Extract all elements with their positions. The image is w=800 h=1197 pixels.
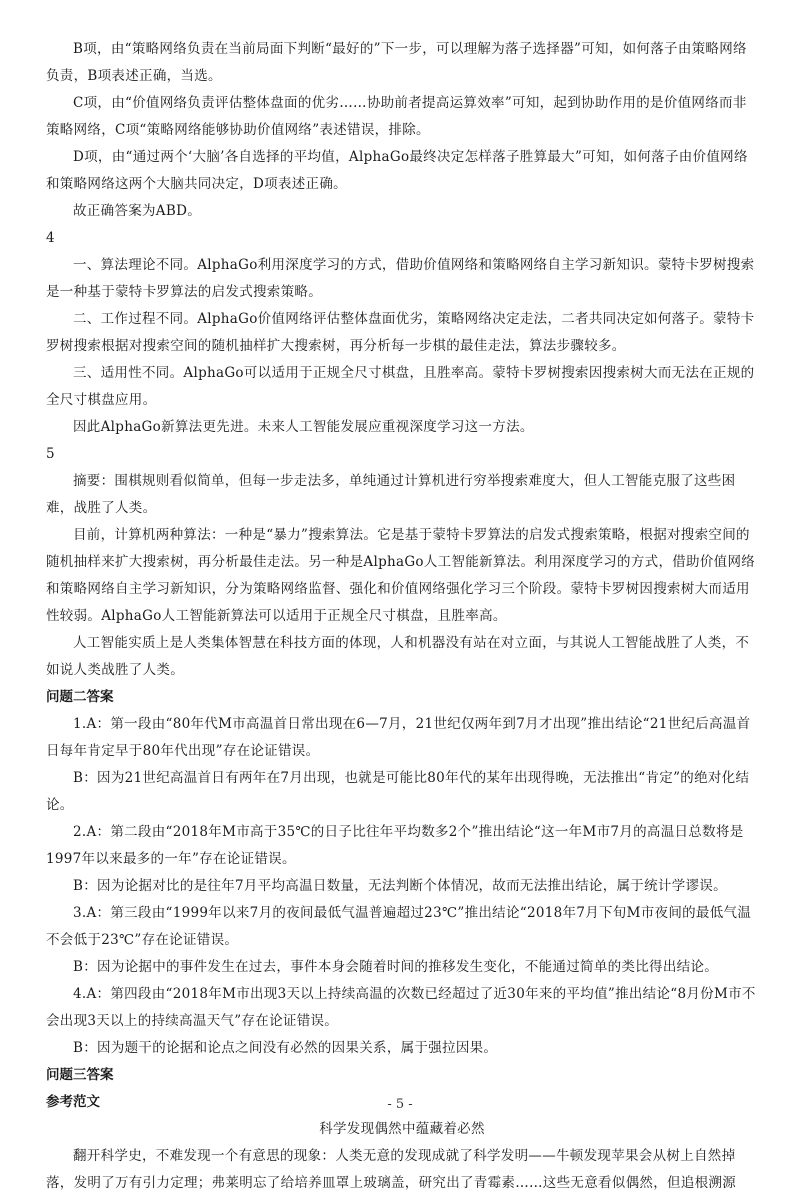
q2-paragraph: 4.A：第四段由“2018年M市出现3天以上持续高温的次数已经超过了近30年来的平均值”推出结论“8月份M市不会出现3天以上的持续高温天气”存在论证错误。 bbox=[46, 986, 756, 1029]
section-number-4: 4 bbox=[46, 230, 55, 246]
q2-paragraph: 3.A：第三段由“1999年以来7月的夜间最低气温普遍超过23℃”推出结论“2018年7月下旬M市夜间的最低气温不会低于23℃”存在论证错误。 bbox=[46, 905, 752, 948]
q2-paragraph: 1.A：第一段由“80年代M市高温首日常出现在6—7月，21世纪仅两年到7月才出现”推出结论“21世纪后高温首日每年肯定早于80年代出现”存在论证错误。 bbox=[46, 716, 751, 759]
q2-paragraph: B：因为21世纪高温首日有两年在7月出现，也就是可能比80年代的某年出现得晚，无法推出“肯定”的绝对化结论。 bbox=[46, 770, 750, 813]
q2-paragraph: B：因为论据对比的是往年7月平均高温日数量，无法判断个体情况，故而无法推出结论，属于统计学谬误。 bbox=[73, 878, 727, 894]
q2-paragraph: 2.A：第二段由“2018年M市高于35℃的日子比往年平均数多2个”推出结论“这一年M市7月的高温日总数将是1997年以来最多的一年”存在论证错误。 bbox=[46, 824, 744, 867]
section5-paragraph: 摘要：围棋规则看似简单，但每一步走法多，单纯通过计算机进行穷举搜索难度大，但人工智能克服了这些困难，战胜了人类。 bbox=[46, 473, 736, 516]
section4-paragraph: 二、工作过程不同。AlphaGo价值网络评估整体盘面优劣，策略网络决定走法，二者共同决定如何落子。蒙特卡罗树搜索根据对搜索空间的随机抽样扩大搜索树，再分析每一步棋的最佳走法，算法步骤较多。 bbox=[46, 311, 755, 354]
page-content bbox=[46, 36, 758, 1197]
section5-paragraph: 人工智能实质上是人类集体智慧在科技方面的体现，人和机器没有站在对立面，与其说人工智能战胜了人类，不如说人类战胜了人类。 bbox=[46, 635, 750, 678]
paragraph-option-d: D项，由“通过两个‘大脑’各自选择的平均值，AlphaGo最终决定怎样落子胜算最大”可知，如何落子由价值网络和策略网络这两个大脑共同决定，D项表述正确。 bbox=[46, 149, 748, 192]
question2-heading: 问题二答案 bbox=[46, 689, 114, 705]
q2-paragraph: B：因为论据中的事件发生在过去，事件本身会随着时间的推移发生变化，不能通过简单的类比得出结论。 bbox=[73, 959, 719, 975]
q2-paragraph: B：因为题干的论据和论点之间没有必然的因果关系，属于强拉因果。 bbox=[73, 1040, 498, 1056]
reference-essay-label: 参考范文 bbox=[46, 1094, 100, 1110]
section4-paragraph: 因此AlphaGo新算法更先进。未来人工智能发展应重视深度学习这一方法。 bbox=[73, 419, 534, 435]
page-number: - 5 - bbox=[387, 1097, 413, 1112]
section4-paragraph: 一、算法理论不同。AlphaGo利用深度学习的方式，借助价值网络和策略网络自主学习新知识。蒙特卡罗树搜索是一种基于蒙特卡罗算法的启发式搜索策略。 bbox=[46, 257, 755, 300]
section5-paragraph: 目前，计算机两种算法：一种是“暴力”搜索算法。它是基于蒙特卡罗算法的启发式搜索策略，根据对搜索空间的随机抽样来扩大搜索树，再分析最佳走法。另一种是AlphaGo人工智能新算法。利用深度学习的方式，借助价值网络和策略网络自主学习新知识，分为策略网络监督、强化和价值网络强化学习三个阶段。蒙特卡罗树因搜索树大而适用性较弱。AlphaGo人工智能新算法可以适用于正规全尺寸棋盘，且胜率高。 bbox=[46, 527, 756, 624]
paragraph-option-b: B项，由“策略网络负责在当前局面下判断“最好的”下一步，可以理解为落子选择器”可知，如何落子由策略网络负责，B项表述正确，当选。 bbox=[46, 41, 747, 84]
essay-paragraph: 翻开科学史，不难发现一个有意思的现象：人类无意的发现成就了科学发明——牛顿发现苹果会从树上自然掉落，发明了万有引力定理；弗莱明忘了给培养皿罩上玻璃盖，研究出了青霉素……这些无意看似偶然，但追根溯源 bbox=[46, 1148, 736, 1191]
question3-heading: 问题三答案 bbox=[46, 1067, 114, 1083]
section-number-5: 5 bbox=[46, 446, 55, 462]
paragraph-option-c: C项，由“价值网络负责评估整体盘面的优劣……协助前者提高运算效率”可知，起到协助作用的是价值网络而非策略网络，C项“策略网络能够协助价值网络”表述错误，排除。 bbox=[46, 95, 747, 138]
essay-title: 科学发现偶然中蕴藏着必然 bbox=[319, 1121, 485, 1137]
section4-paragraph: 三、适用性不同。AlphaGo可以适用于正规全尺寸棋盘，且胜率高。蒙特卡罗树搜索因搜索树大而无法在正规的全尺寸棋盘应用。 bbox=[46, 365, 755, 408]
paragraph-answer: 故正确答案为ABD。 bbox=[73, 203, 201, 219]
